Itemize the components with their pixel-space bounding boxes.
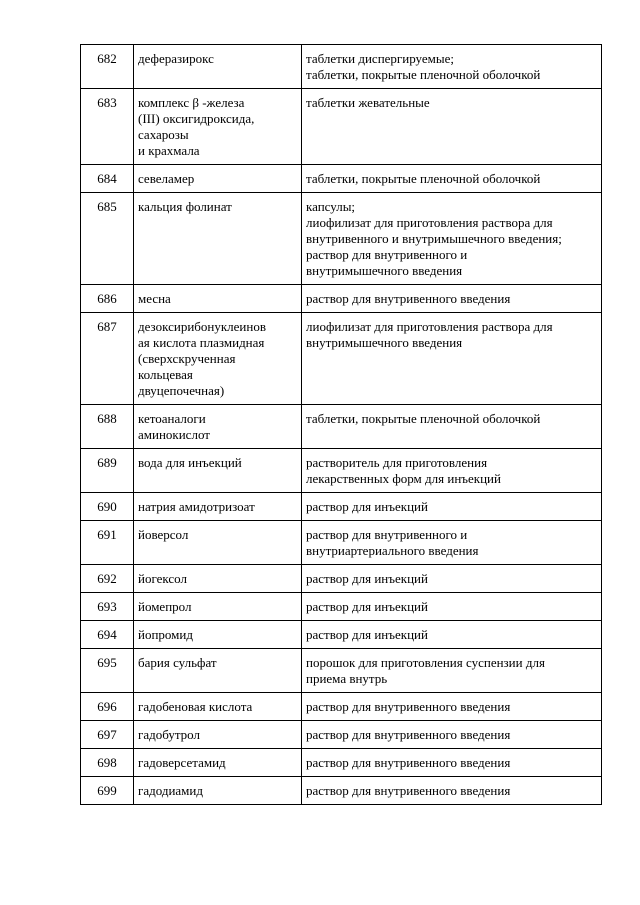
drug-name-line: аминокислот [138,427,210,442]
table-row [81,193,602,285]
row-number: 698 [81,749,134,777]
drug-name-cell [134,621,302,649]
drug-name-cell [134,649,302,693]
dosage-form-line: внутримышечного введения [306,335,463,350]
table-row [81,621,602,649]
dosage-form-line: раствор для внутривенного введения [306,783,511,798]
row-number: 694 [81,621,134,649]
drug-name-cell [134,193,302,285]
row-number: 695 [81,649,134,693]
table-row [81,493,602,521]
row-number: 684 [81,165,134,193]
row-number: 683 [81,89,134,165]
row-number: 682 [81,45,134,89]
drug-name-cell [134,565,302,593]
drug-name-line: деферазирокс [138,51,214,66]
drug-name-line: месна [138,291,171,306]
dosage-form-line: раствор для инъекций [306,627,428,642]
row-number: 693 [81,593,134,621]
dosage-form-cell [302,193,602,285]
table-row [81,749,602,777]
row-number: 697 [81,721,134,749]
dosage-form-line: раствор для внутривенного введения [306,699,511,714]
row-number: 687 [81,313,134,405]
dosage-form-cell [302,285,602,313]
dosage-form-line: раствор для инъекций [306,499,428,514]
dosage-form-cell [302,521,602,565]
drug-name-line: ая кислота плазмидная [138,335,265,350]
row-number: 685 [81,193,134,285]
dosage-form-cell [302,649,602,693]
dosage-form-line: внутривенного и внутримышечного введения; [306,231,562,246]
dosage-form-line: раствор для внутривенного и [306,247,468,262]
dosage-form-line: раствор для внутривенного и [306,527,468,542]
drug-name-cell [134,285,302,313]
table-row [81,521,602,565]
dosage-form-line: таблетки диспергируемые; [306,51,454,66]
table-row [81,165,602,193]
drug-name-cell [134,721,302,749]
drug-name-line: кетоаналоги [138,411,206,426]
dosage-form-cell [302,721,602,749]
drug-name-line: дезоксирибонуклеинов [138,319,266,334]
table-row [81,565,602,593]
drug-name-line: (III) оксигидроксида, [138,111,255,126]
dosage-form-cell [302,165,602,193]
table-row [81,721,602,749]
dosage-form-cell [302,777,602,805]
drug-name-cell [134,405,302,449]
dosage-form-line: раствор для внутривенного введения [306,291,511,306]
dosage-form-line: лиофилизат для приготовления раствора для [306,215,553,230]
drug-name-line: бария сульфат [138,655,217,670]
dosage-form-cell [302,749,602,777]
table-row [81,593,602,621]
drug-name-cell [134,693,302,721]
dosage-form-line: порошок для приготовления суспензии для [306,655,545,670]
dosage-form-line: таблетки жевательные [306,95,430,110]
drug-name-cell [134,593,302,621]
drug-name-cell [134,89,302,165]
drug-name-line: йоверсол [138,527,189,542]
dosage-form-line: лиофилизат для приготовления раствора для [306,319,553,334]
dosage-form-line: таблетки, покрытые пленочной оболочкой [306,171,541,186]
table-row [81,449,602,493]
dosage-form-line: капсулы; [306,199,356,214]
dosage-form-cell [302,693,602,721]
drug-name-line: гадодиамид [138,783,203,798]
dosage-form-line: раствор для внутривенного введения [306,727,511,742]
table-row [81,313,602,405]
drug-name-line: сахарозы [138,127,189,142]
dosage-form-line: раствор для внутривенного введения [306,755,511,770]
dosage-form-line: таблетки, покрытые пленочной оболочкой [306,411,541,426]
row-number: 689 [81,449,134,493]
dosage-form-cell [302,449,602,493]
drug-name-cell [134,521,302,565]
dosage-form-line: раствор для инъекций [306,571,428,586]
drug-name-cell [134,493,302,521]
dosage-form-cell [302,493,602,521]
drug-name-cell [134,777,302,805]
table-row [81,285,602,313]
row-number: 692 [81,565,134,593]
table-row [81,45,602,89]
table-row [81,693,602,721]
drug-name-line: двуцепочечная) [138,383,225,398]
drug-name-line: гадобеновая кислота [138,699,253,714]
dosage-form-cell [302,565,602,593]
drug-name-cell [134,449,302,493]
row-number: 690 [81,493,134,521]
drug-name-line: вода для инъекций [138,455,242,470]
drug-name-line: комплекс β -железа [138,95,245,110]
dosage-form-line: внутриартериального введения [306,543,479,558]
dosage-form-line: растворитель для приготовления [306,455,488,470]
drug-table [80,44,602,805]
table-row [81,405,602,449]
dosage-form-cell [302,405,602,449]
table-row [81,777,602,805]
drug-name-line: йопромид [138,627,193,642]
drug-name-line: натрия амидотризоат [138,499,255,514]
table-row [81,649,602,693]
drug-name-cell [134,45,302,89]
drug-name-line: кольцевая [138,367,193,382]
dosage-form-cell [302,313,602,405]
row-number: 688 [81,405,134,449]
drug-name-line: и крахмала [138,143,200,158]
drug-name-cell [134,749,302,777]
dosage-form-line: таблетки, покрытые пленочной оболочкой [306,67,541,82]
row-number: 699 [81,777,134,805]
drug-name-line: гадобутрол [138,727,200,742]
drug-name-line: (сверхскрученная [138,351,236,366]
row-number: 686 [81,285,134,313]
dosage-form-cell [302,621,602,649]
dosage-form-line: лекарственных форм для инъекций [306,471,501,486]
drug-name-line: севеламер [138,171,195,186]
drug-name-line: йогексол [138,571,187,586]
table-row [81,89,602,165]
dosage-form-cell [302,593,602,621]
drug-name-line: гадоверсетамид [138,755,226,770]
drug-name-line: йомепрол [138,599,192,614]
table-body [81,45,602,805]
dosage-form-line: внутримышечного введения [306,263,463,278]
dosage-form-cell [302,89,602,165]
row-number: 691 [81,521,134,565]
dosage-form-cell [302,45,602,89]
row-number: 696 [81,693,134,721]
drug-name-cell [134,165,302,193]
drug-name-line: кальция фолинат [138,199,232,214]
dosage-form-line: раствор для инъекций [306,599,428,614]
dosage-form-line: приема внутрь [306,671,388,686]
drug-name-cell [134,313,302,405]
